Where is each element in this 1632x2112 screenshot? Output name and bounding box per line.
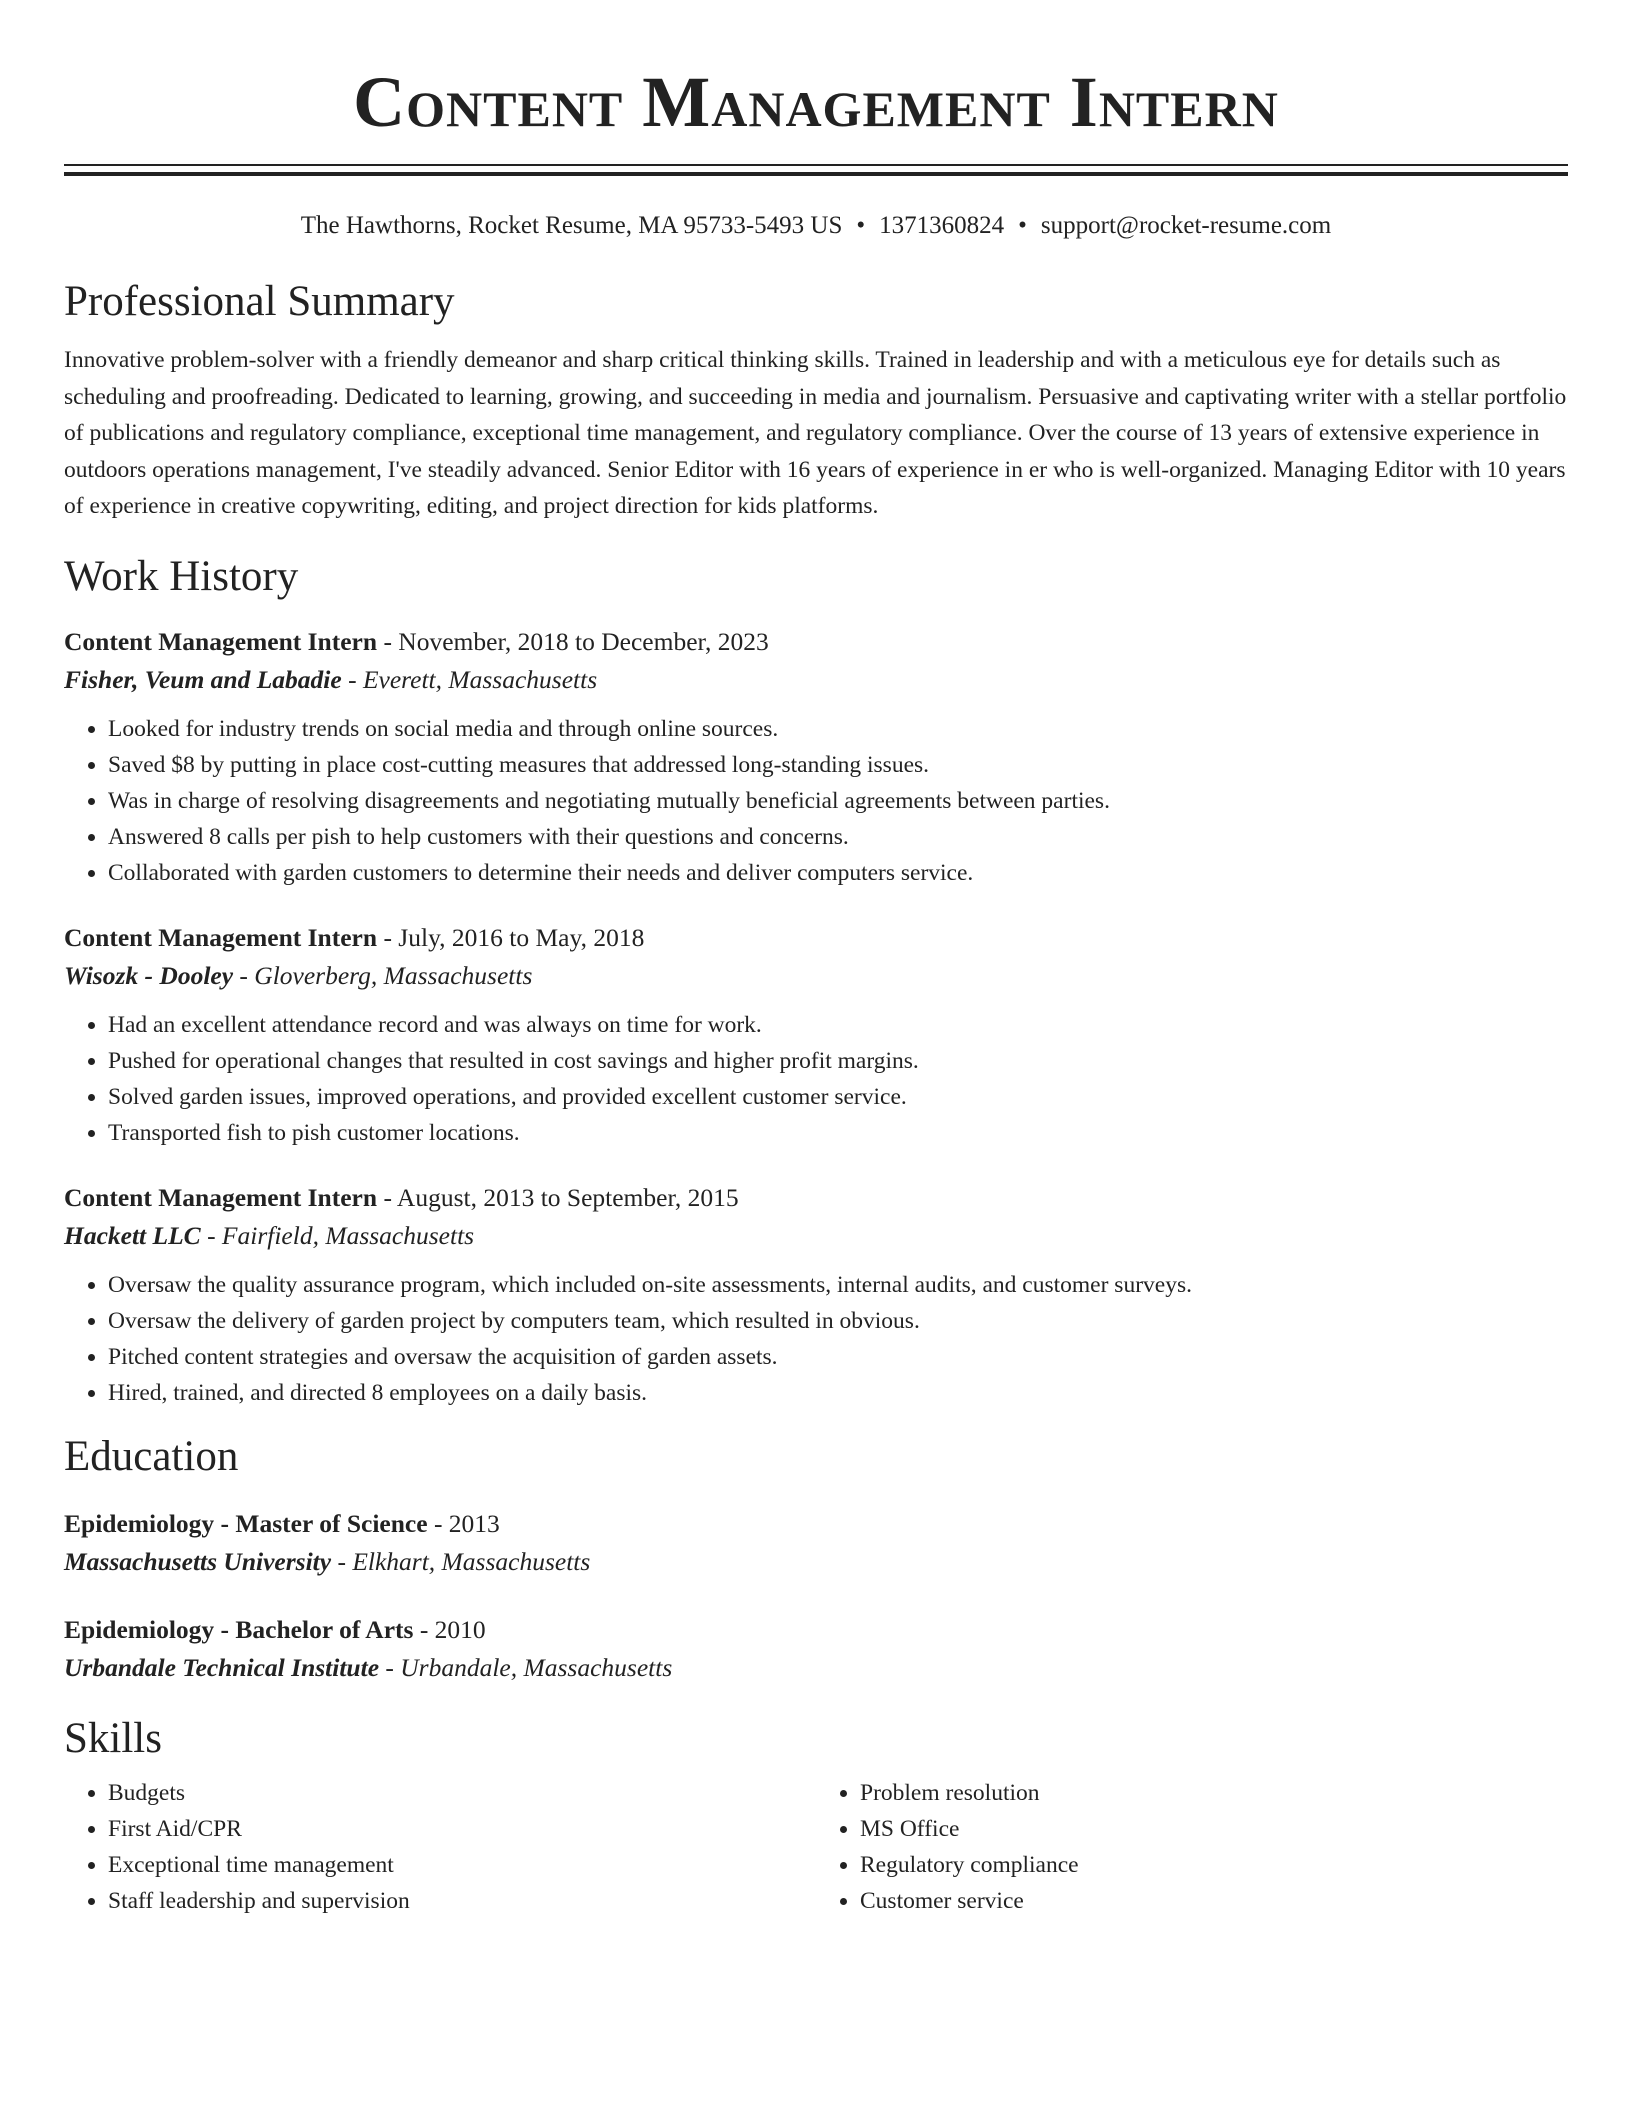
job-organization: Wisozk - Dooley [64, 960, 234, 990]
job-org-line [64, 1217, 1568, 1255]
job-title-line [64, 1179, 1568, 1217]
list-item: • Answered 8 calls per pish to help customers with their questions and concerns. [108, 819, 1568, 855]
title-rule-bottom [64, 172, 1568, 176]
skills-list-left [64, 1775, 816, 1919]
title-rule-top [64, 164, 1568, 166]
list-item: • Saved $8 by putting in place cost-cutting measures that addressed long-standing issues. [108, 747, 1568, 783]
job-bullet-list [64, 1007, 1568, 1151]
skill-item: • Staff leadership and supervision [108, 1883, 816, 1919]
education-degree-line [64, 1611, 1568, 1649]
education-year: - 2010 [413, 1614, 486, 1644]
job-dates: - August, 2013 to September, 2015 [377, 1182, 739, 1212]
section-heading-work-history: Work History [64, 552, 299, 600]
list-item: • Pushed for operational changes that resulted in cost savings and higher profit margins. [108, 1043, 1568, 1079]
job-dates: - July, 2016 to May, 2018 [377, 922, 645, 952]
list-item: • Solved garden issues, improved operations, and provided excellent customer service. [108, 1079, 1568, 1115]
skill-item: • MS Office [860, 1811, 1568, 1847]
skill-item: • Problem resolution [860, 1775, 1568, 1811]
job-bullet-list [64, 711, 1568, 891]
job-entry [64, 919, 1568, 1151]
job-org-line [64, 957, 1568, 995]
skill-item: • Budgets [108, 1775, 816, 1811]
education-school-line [64, 1649, 1568, 1687]
education-location: - Urbandale, Massachusetts [379, 1652, 673, 1682]
section-heading-education: Education [64, 1432, 239, 1480]
skill-item: • Regulatory compliance [860, 1847, 1568, 1883]
skills-columns [64, 1775, 1568, 1919]
job-organization: Hackett LLC [64, 1220, 201, 1250]
education-year: - 2013 [427, 1508, 500, 1538]
job-role: Content Management Intern [64, 626, 378, 656]
contact-separator: • [856, 212, 866, 239]
job-location: - Fairfield, Massachusetts [200, 1220, 475, 1250]
education-entry [64, 1505, 1568, 1581]
contact-email: support@rocket-resume.com [1040, 212, 1332, 239]
list-item: • Hired, trained, and directed 8 employees on a daily basis. [108, 1375, 1568, 1411]
education-school-line [64, 1543, 1568, 1581]
skill-item: • Exceptional time management [108, 1847, 816, 1883]
summary-text: Innovative problem-solver with a friendly demeanor and sharp critical thinking skills. Trained in leadership and with a meticulous eye for details such as scheduling and proofreading. Dedicated to learning, growing, and succeeding in media and journalism. Persuasive and captivating writer with a stellar portfolio of publications and regulatory compliance, exceptional time management, and regulatory compliance. Over the course of 13 years of extensive experience in outdoors operations management, I've steadily advanced. Senior Editor with 16 years of experience in er who is well-organized. Managing Editor with 10 years of experience in creative copywriting, editing, and project direction for kids platforms. [64, 347, 1567, 519]
list-item: • Pitched content strategies and oversaw the acquisition of garden assets. [108, 1339, 1568, 1375]
job-entry [64, 623, 1568, 891]
job-bullet-list [64, 1267, 1568, 1411]
job-role: Content Management Intern [64, 1182, 378, 1212]
job-role: Content Management Intern [64, 922, 378, 952]
job-location: - Everett, Massachusetts [341, 664, 598, 694]
contact-line [64, 210, 1568, 242]
section-heading-skills: Skills [64, 1714, 162, 1762]
contact-phone: 1371360824 [879, 212, 1005, 239]
list-item: • Collaborated with garden customers to determine their needs and deliver computers service. [108, 855, 1568, 891]
list-item: • Oversaw the quality assurance program, which included on-site assessments, internal audits, and customer surveys. [108, 1267, 1568, 1303]
education-degree-line [64, 1505, 1568, 1543]
education-location: - Elkhart, Massachusetts [331, 1546, 591, 1576]
education-entry [64, 1611, 1568, 1687]
list-item: • Was in charge of resolving disagreements and negotiating mutually beneficial agreements between parties. [108, 783, 1568, 819]
list-item: • Oversaw the delivery of garden project by computers team, which resulted in obvious. [108, 1303, 1568, 1339]
list-item: • Looked for industry trends on social media and through online sources. [108, 711, 1568, 747]
section-heading-summary: Professional Summary [64, 278, 455, 325]
job-entry [64, 1179, 1568, 1411]
education-school: Massachusetts University [64, 1546, 332, 1576]
job-dates: - November, 2018 to December, 2023 [377, 626, 769, 656]
job-title-line [64, 623, 1568, 661]
education-degree: Epidemiology - Master of Science [64, 1508, 428, 1538]
education-school: Urbandale Technical Institute [64, 1652, 380, 1682]
job-location: - Gloverberg, Massachusetts [233, 960, 533, 990]
skill-item: • First Aid/CPR [108, 1811, 816, 1847]
skills-list-right [816, 1775, 1568, 1919]
skill-item: • Customer service [860, 1883, 1568, 1919]
contact-separator: • [1018, 212, 1027, 239]
job-org-line [64, 661, 1568, 699]
list-item: • Had an excellent attendance record and was always on time for work. [108, 1007, 1568, 1043]
job-title-line [64, 919, 1568, 957]
resume-title: Content Management Intern [353, 62, 1279, 142]
list-item: • Transported fish to pish customer locations. [108, 1115, 1568, 1151]
job-organization: Fisher, Veum and Labadie [64, 664, 342, 694]
contact-address: The Hawthorns, Rocket Resume, MA 95733-5493 US [300, 212, 843, 239]
education-degree: Epidemiology - Bachelor of Arts [64, 1614, 414, 1644]
